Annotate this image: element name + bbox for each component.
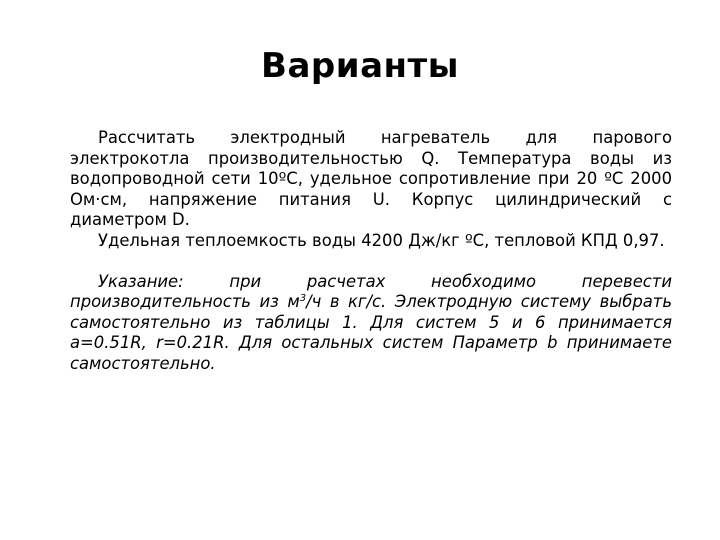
- heat-capacity-paragraph: Удельная теплоемкость воды 4200 Дж/кг ºС, тепловой КПД 0,97.: [98, 230, 665, 250]
- note-superscript: 3: [299, 293, 307, 305]
- note-text-part1: Указание: при расчетах необходимо перевести производительность из м: [70, 271, 672, 312]
- instruction-note: [70, 272, 672, 375]
- slide-title: Варианты: [261, 46, 459, 86]
- note-text-part2: /ч в кг/с. Электродную систему выбрать самостоятельно из таблицы 1. Для систем 5 и 6 принимается а=0.51R, r=0.21R. Для остальных систем Параметр b принимаете самостоятельно.: [70, 292, 673, 373]
- slide-body: [70, 128, 672, 391]
- task-paragraph: Рассчитать электродный нагреватель для парового электрокотла производительностью Q. Температура воды из водопроводной сети 10ºС, удельное сопротивление при 20 ºС 2000 Ом·см, напряжение питания U. Корпус цилиндрический с диаметром D.: [70, 128, 672, 230]
